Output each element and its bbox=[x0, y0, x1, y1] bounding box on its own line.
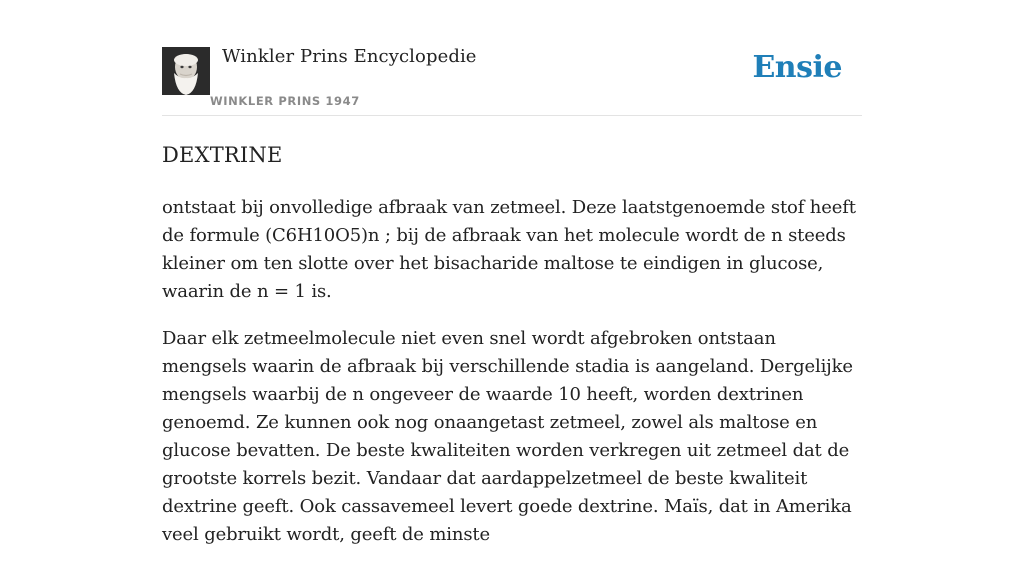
brand-logo[interactable]: Ensie bbox=[752, 50, 842, 85]
portrait-icon bbox=[162, 47, 210, 95]
site-name-link[interactable]: Winkler Prins Encyclopedie bbox=[222, 46, 477, 67]
author-avatar[interactable] bbox=[162, 47, 210, 95]
article-paragraph: Daar elk zetmeelmolecule niet even snel wordt afgebroken ontstaan mengsels waarin de afbraak bij verschillende stadia is aangeland. Dergelijke mengsels waarbij de n ongeveer de waarde 10 heeft, worden dextrinen genoemd. Ze kunnen ook nog onaangetast zetmeel, zowel als maltose en glucose bevatten. De beste kwaliteiten worden verkregen uit zetmeel dat de grootste korrels bezit. Vandaar dat aardappelzetmeel de beste kwaliteit dextrine geeft. Ook cassavemeel levert goede dextrine. Maïs, dat in Amerika veel gebruikt wordt, geeft de minste bbox=[162, 328, 853, 545]
edition-label[interactable]: WINKLER PRINS 1947 bbox=[210, 94, 360, 108]
entry-title: DEXTRINE bbox=[162, 143, 283, 167]
header bbox=[162, 0, 862, 116]
article-paragraph: ontstaat bij onvolledige afbraak van zetmeel. Deze laatstgenoemde stof heeft de formule (C6H10O5)n ; bij de afbraak van het molecule wordt de n steeds kleiner om ten slotte over het bisacharide maltose te eindigen in glucose, waarin de n = 1 is. bbox=[162, 197, 856, 302]
article bbox=[162, 140, 862, 568]
